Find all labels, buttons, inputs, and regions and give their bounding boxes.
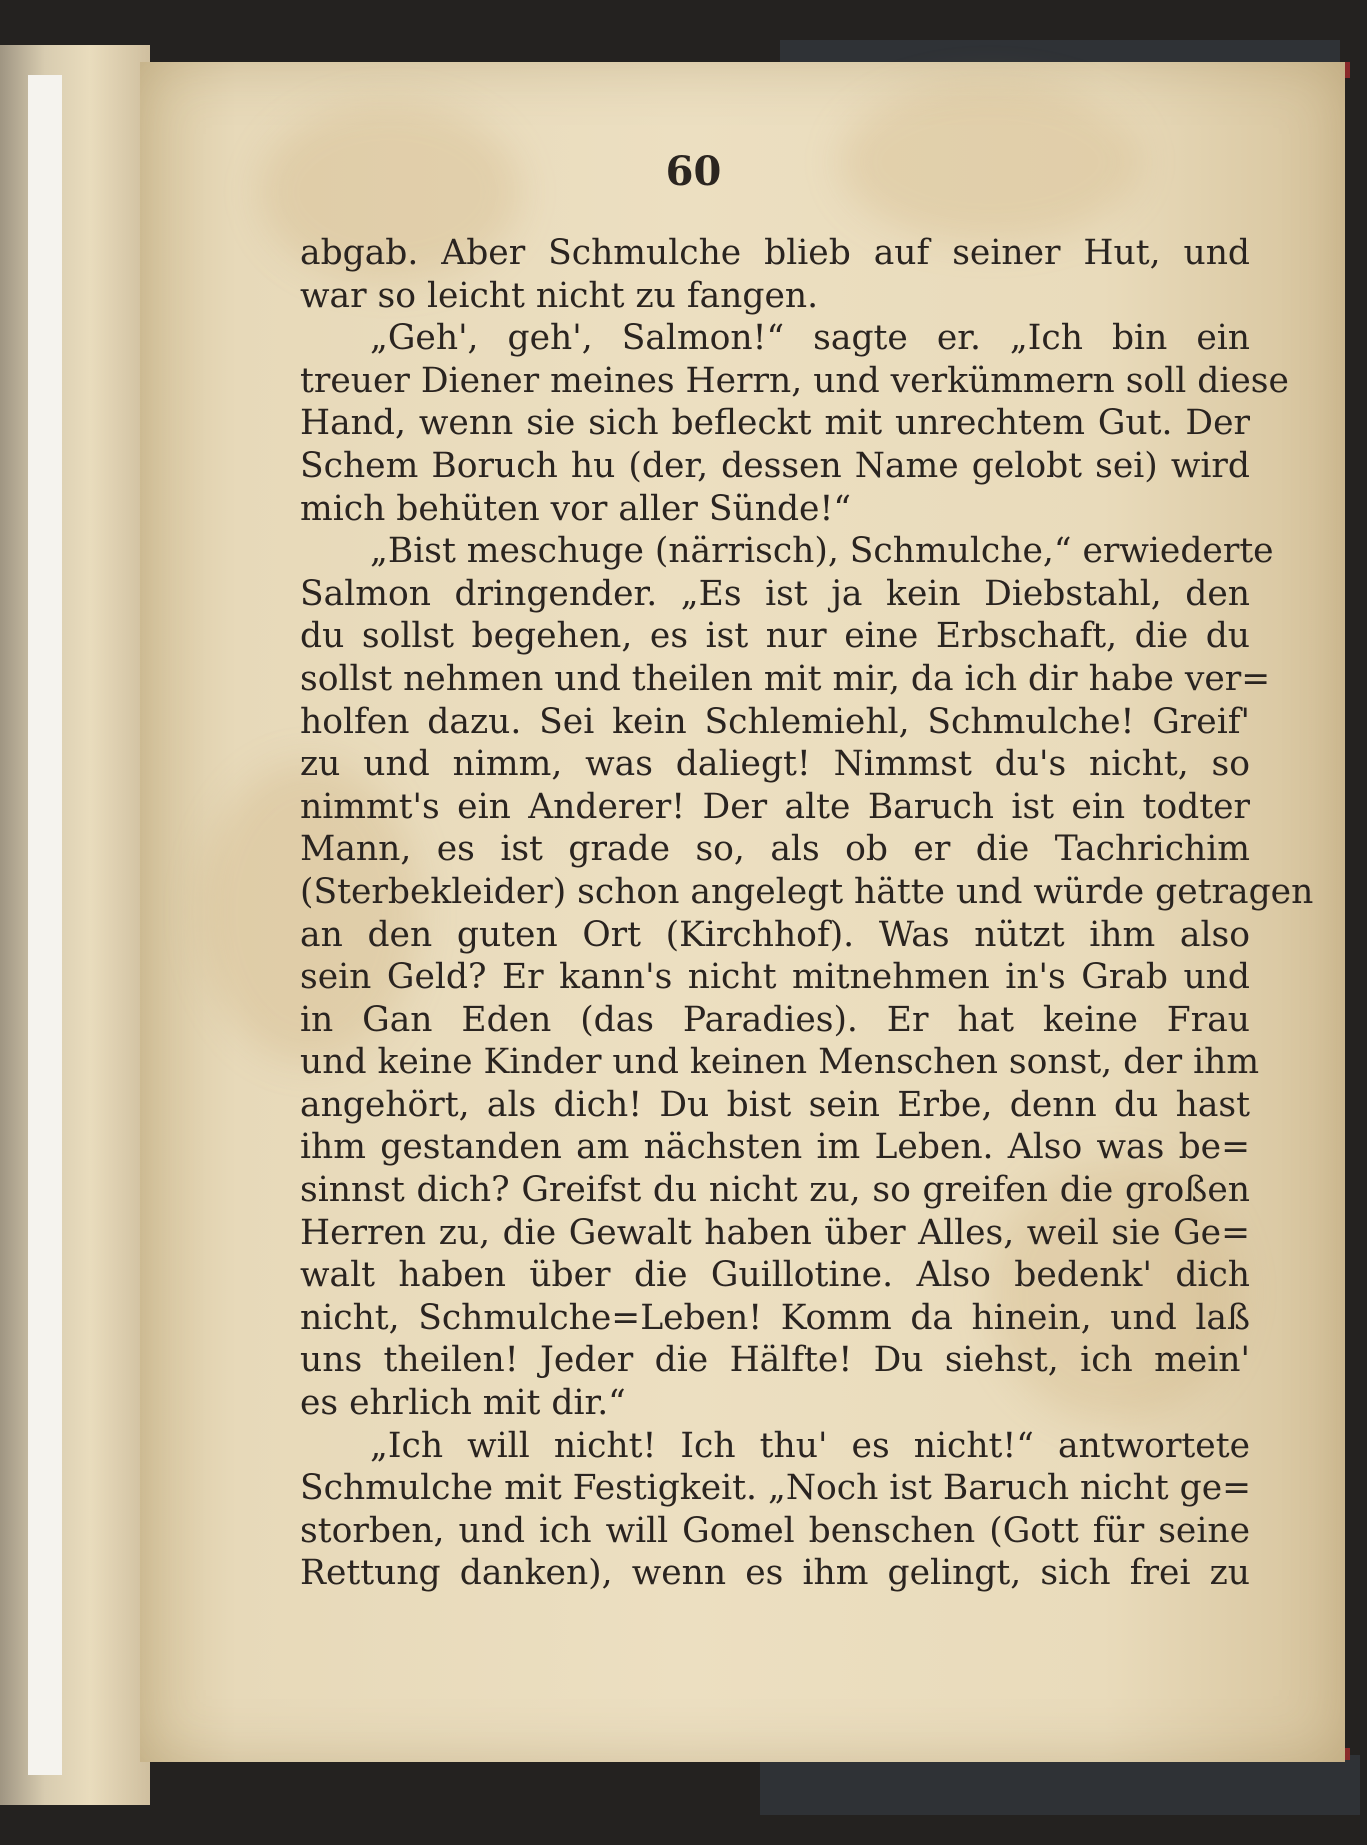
text-line: Herren zu, die Gewalt haben über Alles, weil sie Ge= bbox=[300, 1212, 1250, 1253]
text-line: an den guten Ort (Kirchhof). Was nützt ihm also bbox=[300, 914, 1250, 955]
text-line: walt haben über die Guillotine. Also bedenk' dich bbox=[300, 1255, 1250, 1296]
text-line: Hand, wenn sie sich befleckt mit unrechtem Gut. Der bbox=[300, 403, 1250, 444]
text-line: uns theilen! Jeder die Hälfte! Du siehst, ich mein' bbox=[300, 1340, 1250, 1381]
text-line: Salmon dringender. „Es ist ja kein Diebstahl, den bbox=[300, 573, 1250, 614]
text-line: abgab. Aber Schmulche blieb auf seiner Hut, und bbox=[300, 233, 1250, 273]
text-line: Mann, es ist grade so, als ob er die Tachrichim bbox=[300, 829, 1250, 870]
text-line: Rettung danken), wenn es ihm gelingt, sich frei zu bbox=[300, 1553, 1250, 1594]
page-stack bbox=[0, 45, 150, 1805]
text-line: „Geh', geh', Salmon!“ sagte er. „Ich bin ein bbox=[370, 318, 1250, 359]
text-line: ihm gestanden am nächsten im Leben. Also was be= bbox=[300, 1127, 1250, 1168]
text-line: in Gan Eden (das Paradies). Er hat keine Frau bbox=[300, 999, 1250, 1040]
text-line: es ehrlich mit dir.“ bbox=[300, 1383, 626, 1424]
text-line: nimmt's ein Anderer! Der alte Baruch ist ein todter bbox=[300, 786, 1250, 827]
page-edge-strip bbox=[28, 75, 62, 1775]
text-line: Schmulche mit Festigkeit. „Noch ist Baruch nicht ge= bbox=[300, 1468, 1252, 1509]
text-line: war so leicht nicht zu fangen. bbox=[300, 275, 819, 316]
text-line: und keine Kinder und keinen Menschen sonst, der ihm bbox=[300, 1042, 1260, 1083]
text-line: angehört, als dich! Du bist sein Erbe, denn du hast bbox=[300, 1084, 1250, 1125]
text-line: holfen dazu. Sei kein Schlemiehl, Schmulche! Greif' bbox=[300, 701, 1250, 742]
text-line: sinnst dich? Greifst du nicht zu, so greifen die großen bbox=[300, 1170, 1250, 1211]
text-line: nicht, Schmulche=Leben! Komm da hinein, und laß bbox=[300, 1297, 1250, 1338]
text-line: zu und nimm, was daliegt! Nimmst du's nicht, so bbox=[300, 744, 1250, 785]
book-cover-bottom bbox=[760, 1755, 1360, 1815]
text-line: du sollst begehen, es ist nur eine Erbschaft, die du bbox=[300, 616, 1250, 657]
text-line: treuer Diener meines Herrn, und verkümmern soll diese bbox=[300, 360, 1289, 401]
text-line: Schem Boruch hu (der, dessen Name gelobt sei) wird bbox=[300, 445, 1250, 486]
text-line: (Sterbekleider) schon angelegt hätte und würde getragen bbox=[300, 871, 1314, 912]
text-line: „Bist meschuge (närrisch), Schmulche,“ erwiederte bbox=[370, 531, 1274, 572]
text-line: sein Geld? Er kann's nicht mitnehmen in's Grab und bbox=[300, 957, 1250, 998]
page-number: 60 bbox=[665, 148, 722, 195]
text-line: sollst nehmen und theilen mit mir, da ich dir habe ver= bbox=[300, 658, 1271, 699]
page-text bbox=[300, 232, 1314, 1595]
text-line: „Ich will nicht! Ich thu' es nicht!“ antwortete bbox=[370, 1425, 1250, 1466]
text-line: storben, und ich will Gomel benschen (Gott für seine bbox=[300, 1510, 1250, 1551]
text-line: mich behüten vor aller Sünde!“ bbox=[300, 488, 851, 529]
